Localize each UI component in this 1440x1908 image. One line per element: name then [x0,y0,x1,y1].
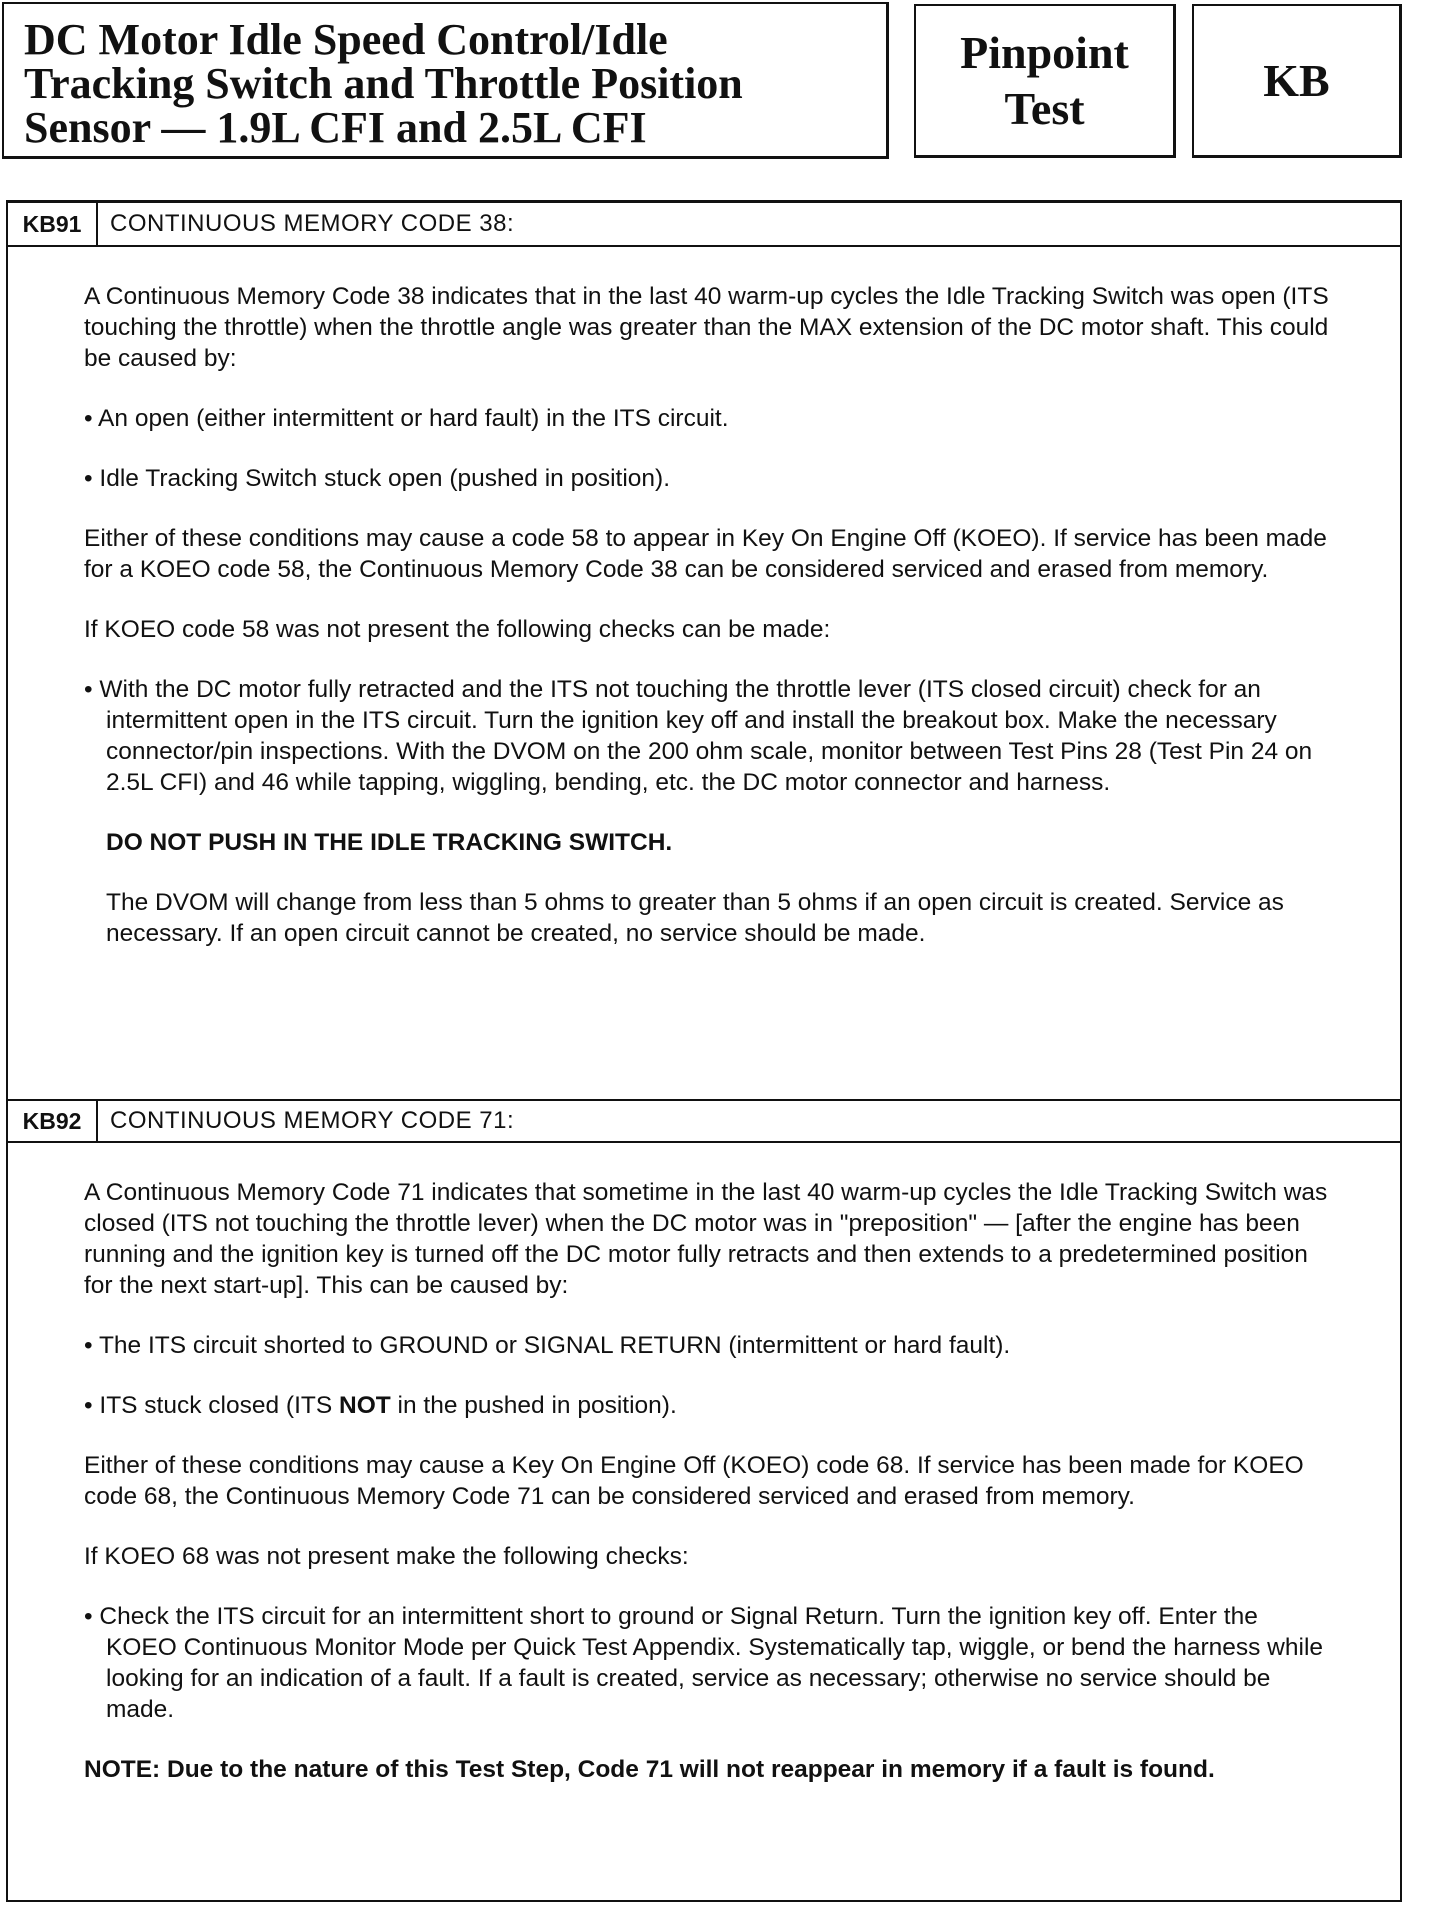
paragraph: A Continuous Memory Code 71 indicates that sometime in the last 40 warm-up cycles the Idle Tracking Switch was closed (ITS not touching the throttle lever) when the DC motor was in "preposition" — [after the engine has been running and the ignition key is turned off the DC motor fully retracts and then extends to a predetermined position for the next start-up]. This can be caused by: [84,1179,1328,1299]
paragraph: If KOEO code 58 was not present the following checks can be made: [84,616,831,643]
bullet: • An open (either intermittent or hard fault) in the ITS circuit. [84,403,1330,434]
step-code: KB91 [8,203,98,245]
bullet: • Idle Tracking Switch stuck open (pushed in position). [84,463,1330,494]
bullet-text: ITS stuck closed (ITS [99,1392,340,1419]
title-line: DC Motor Idle Speed Control/Idle [24,15,668,64]
bullet [84,1390,1330,1421]
step-header-kb91 [8,203,1400,247]
procedure-title [2,2,889,159]
step-heading: CONTINUOUS MEMORY CODE 71: [110,1107,515,1134]
test-type-box [914,4,1176,158]
warning: DO NOT PUSH IN THE IDLE TRACKING SWITCH. [106,829,673,856]
bullet-text: in the pushed in position). [390,1392,677,1419]
step-header-kb92 [8,1099,1400,1143]
step-code: KB92 [8,1101,98,1141]
bullet: • With the DC motor fully retracted and the ITS not touching the throttle lever (ITS closed circuit) check for an intermittent open in the ITS circuit. Turn the ignition key off and install the breakout box. Make the necessary connector/pin inspections. With the DVOM on the 200 ohm scale, monitor between Test Pins 28 (Test Pin 24 on 2.5L CFI) and 46 while tapping, wiggling, bending, etc. the DC motor connector and harness. [84,674,1330,798]
test-type-line: Test [1004,82,1085,134]
paragraph: If KOEO 68 was not present make the following checks: [84,1543,689,1570]
paragraph: A Continuous Memory Code 38 indicates that in the last 40 warm-up cycles the Idle Tracking Switch was open (ITS touching the throttle) when the throttle angle was greater than the MAX extension of the DC motor shaft. This could be caused by: [84,283,1329,372]
step-heading: CONTINUOUS MEMORY CODE 38: [110,210,515,237]
test-steps [6,200,1402,1902]
bullet: • The ITS circuit shorted to GROUND or SIGNAL RETURN (intermittent or hard fault). [84,1330,1330,1361]
paragraph: The DVOM will change from less than 5 ohms to greater than 5 ohms if an open circuit is created. Service as necessary. If an open circuit cannot be created, no service should be made. [106,889,1284,947]
paragraph: Either of these conditions may cause a Key On Engine Off (KOEO) code 68. If service has been made for KOEO code 68, the Continuous Memory Code 71 can be considered serviced and erased from memory. [84,1452,1304,1510]
test-code: KB [1263,55,1330,106]
title-line: Sensor — 1.9L CFI and 2.5L CFI [24,103,647,152]
test-code-box [1192,4,1402,158]
emphasis: NOT [339,1392,391,1419]
step-body-kb91 [8,247,1400,1099]
note: NOTE: Due to the nature of this Test Step, Code 71 will not reappear in memory if a fault is found. [84,1756,1215,1783]
test-type-line: Pinpoint [960,26,1129,78]
step-body-kb92 [8,1143,1400,1844]
title-line: Tracking Switch and Throttle Position [24,59,743,108]
bullet: • Check the ITS circuit for an intermittent short to ground or Signal Return. Turn the ignition key off. Enter the KOEO Continuous Monitor Mode per Quick Test Appendix. Systematically tap, wiggle, or bend the harness while looking for an indication of a fault. If a fault is created, service as necessary; otherwise no service should be made. [84,1601,1330,1725]
paragraph: Either of these conditions may cause a code 58 to appear in Key On Engine Off (KOEO). If service has been made for a KOEO code 58, the Continuous Memory Code 38 can be considered serviced and erased from memory. [84,525,1327,583]
